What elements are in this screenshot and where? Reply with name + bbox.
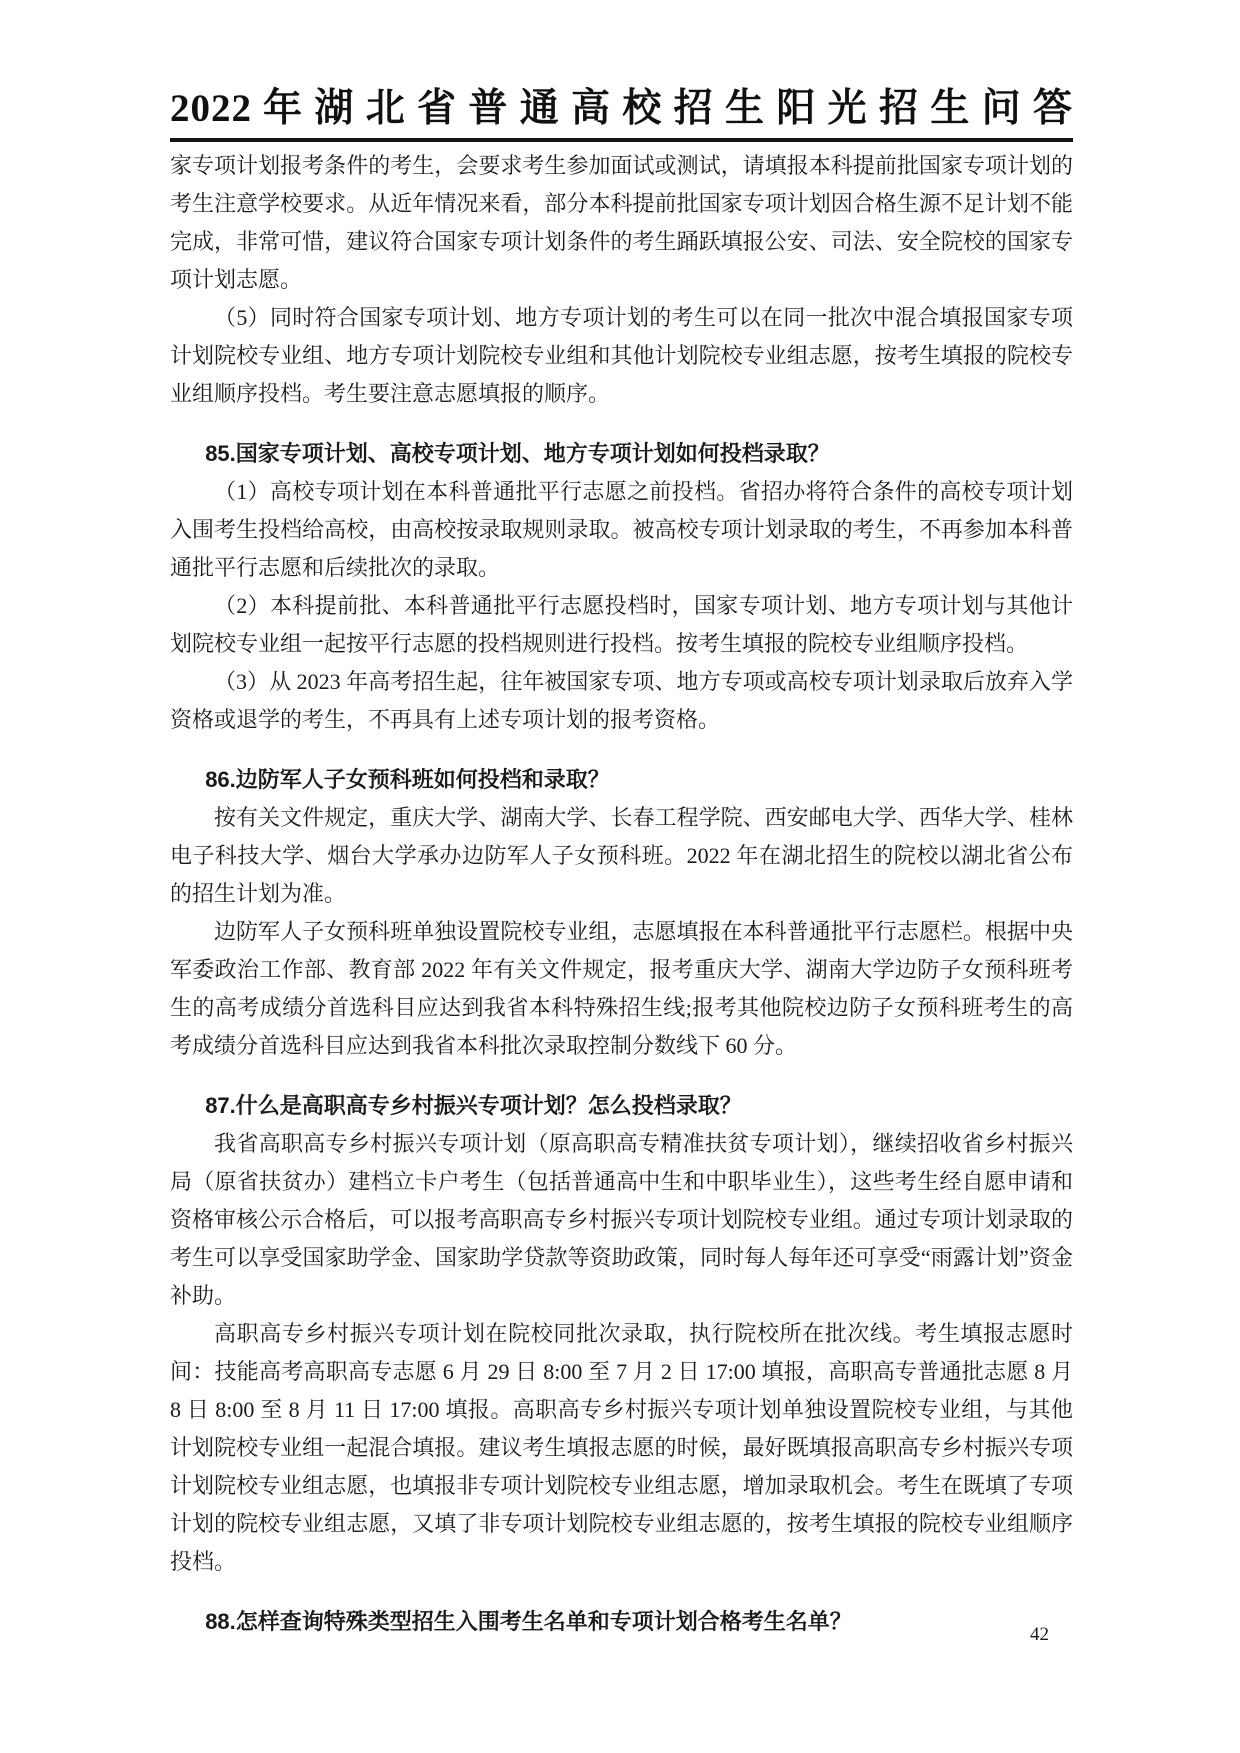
body-paragraph: （2）本科提前批、本科普通批平行志愿投档时，国家专项计划、地方专项计划与其他计划院校专业组一起按平行志愿的投档规则进行投档。按考生填报的院校专业组顺序投档。 [170,593,1073,656]
page-title: 2022 年 湖 北 省 普 通 高 校 招 生 阳 光 招 生 问 答 [170,82,1073,142]
body-paragraph: 家专项计划报考条件的考生，会要求考生参加面试或测试，请填报本科提前批国家专项计划的考生注意学校要求。从近年情况来看，部分本科提前批国家专项计划因合格生源不足计划不能完成，非常可惜，建议符合国家专项计划条件的考生踊跃填报公安、司法、安全院校的国家专项计划志愿。 [170,153,1073,292]
body-paragraph: （1）高校专项计划在本科普通批平行志愿之前投档。省招办将符合条件的高校专项计划入围考生投档给高校，由高校按录取规则录取。被高校专项计划录取的考生，不再参加本科普通批平行志愿和后续批次的录取。 [170,479,1073,580]
body-paragraph: （3）从 2023 年高考招生起，往年被国家专项、地方专项或高校专项计划录取后放弃入学资格或退学的考生，不再具有上述专项计划的报考资格。 [170,669,1073,732]
page-number: 42 [1030,1624,1049,1645]
question-heading: 85.国家专项计划、高校专项计划、地方专项计划如何投档录取？ [205,441,830,466]
question-heading: 88.怎样查询特殊类型招生入围考生名单和专项计划合格考生名单？ [205,1609,852,1634]
body-paragraph: 边防军人子女预科班单独设置院校专业组，志愿填报在本科普通批平行志愿栏。根据中央军委政治工作部、教育部 2022 年有关文件规定，报考重庆大学、湖南大学边防子女预科班考生的高考成绩分首选科目应达到我省本科特殊招生线;报考其他院校边防子女预科班考生的高考成绩分首选科目应达到我省本科批次录取控制分数线下 60 分。 [170,919,1073,1058]
question-heading: 86.边防军人子女预科班如何投档和录取？ [205,767,610,792]
body-paragraph: 高职高专乡村振兴专项计划在院校同批次录取，执行院校所在批次线。考生填报志愿时间：技能高考高职高专志愿 6 月 29 日 8:00 至 7 月 2 日 17:00 填报，高职高专普通批志愿 8 月 8 日 8:00 至 8 月 11 日 17:00 填报。高职高专乡村振兴专项计划单独设置院校专业组，与其他计划院校专业组一起混合填报。建议考生填报志愿的时候，最好既填报高职高专乡村振兴专项计划院校专业组志愿，也填报非专项计划院校专业组志愿，增加录取机会。考生在既填了专项计划的院校专业组志愿，又填了非专项计划院校专业组志愿的，按考生填报的院校专业组顺序投档。 [170,1321,1073,1574]
body-paragraph: 我省高职高专乡村振兴专项计划（原高职高专精准扶贫专项计划），继续招收省乡村振兴局（原省扶贫办）建档立卡户考生（包括普通高中生和中职毕业生），这些考生经自愿申请和资格审核公示合格后，可以报考高职高专乡村振兴专项计划院校专业组。通过专项计划录取的考生可以享受国家助学金、国家助学贷款等资助政策，同时每人每年还可享受“雨露计划”资金补助。 [170,1131,1073,1308]
body-paragraph: （5）同时符合国家专项计划、地方专项计划的考生可以在同一批次中混合填报国家专项计划院校专业组、地方专项计划院校专业组和其他计划院校专业组志愿，按考生填报的院校专业组顺序投档。考生要注意志愿填报的顺序。 [170,305,1073,406]
question-heading: 87.什么是高职高专乡村振兴专项计划？怎么投档录取？ [205,1093,742,1118]
body-paragraph: 按有关文件规定，重庆大学、湖南大学、长春工程学院、西安邮电大学、西华大学、桂林电子科技大学、烟台大学承办边防军人子女预科班。2022 年在湖北招生的院校以湖北省公布的招生计划为准。 [170,805,1073,906]
document-body [170,147,1073,1641]
